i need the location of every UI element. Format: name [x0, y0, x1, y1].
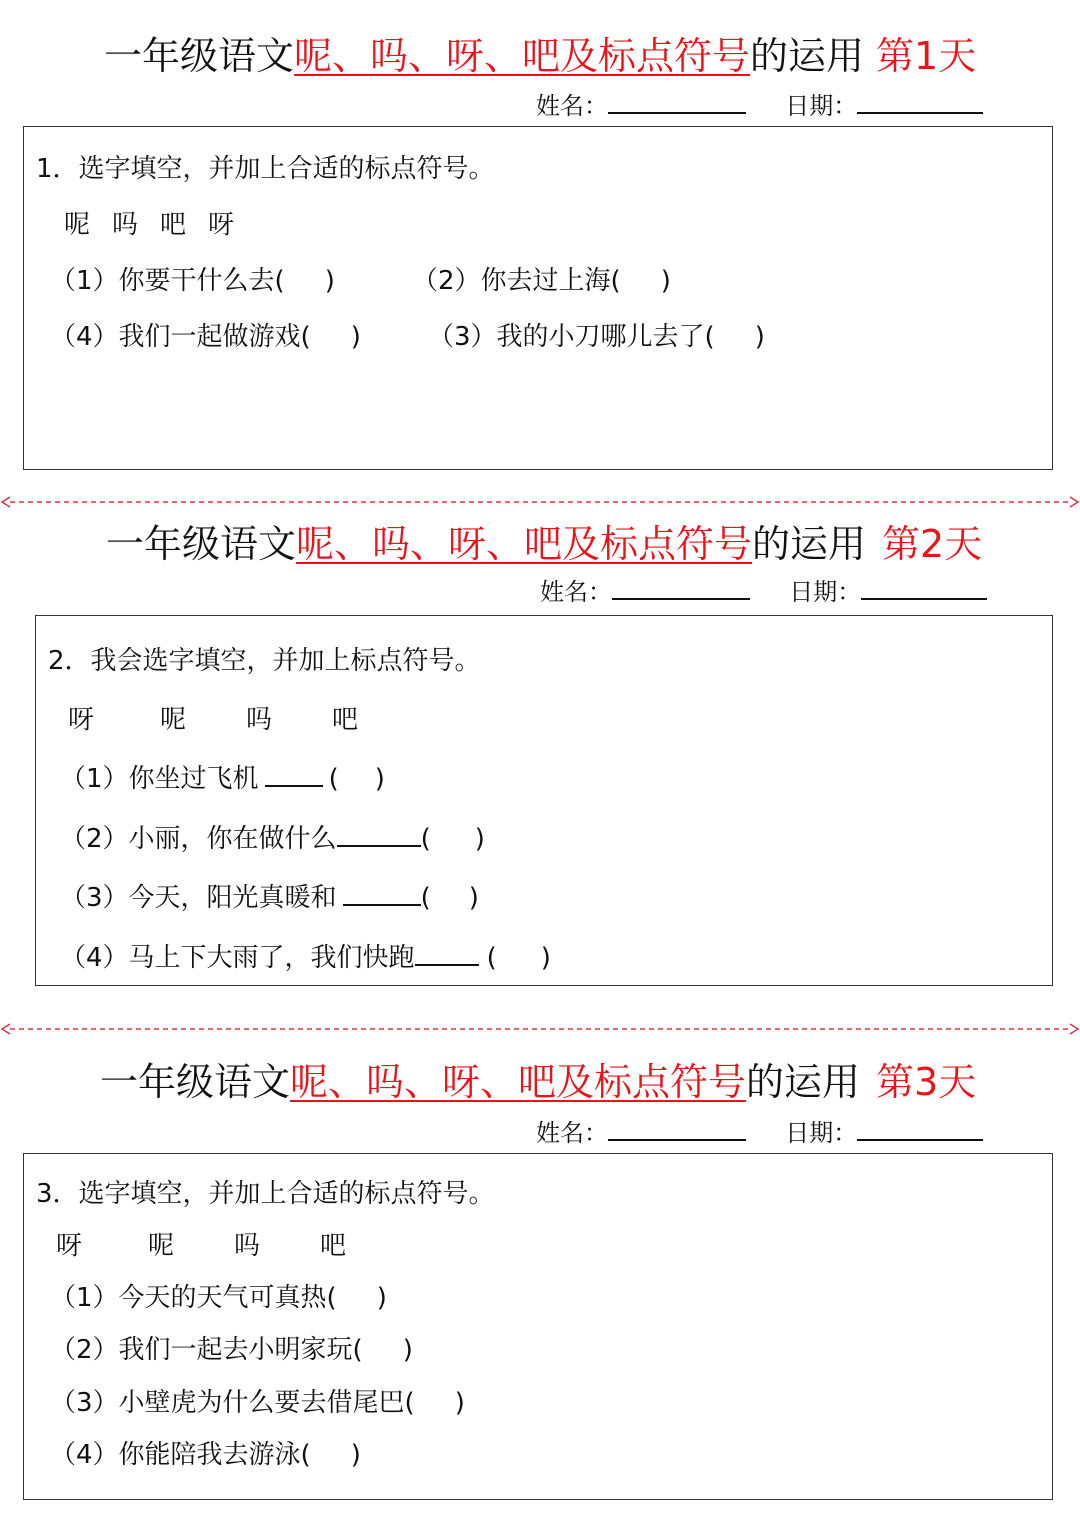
- name-field[interactable]: [608, 1117, 746, 1141]
- section-1-title: [104, 32, 1080, 80]
- option: 呀: [68, 705, 95, 735]
- item-open: (: [328, 764, 339, 794]
- option: 吗: [246, 705, 273, 735]
- item: [60, 822, 485, 856]
- item-close: ): [660, 266, 671, 296]
- item-number: （2）: [412, 266, 481, 296]
- item: [428, 320, 765, 354]
- title-suffix: 的运用: [750, 34, 865, 78]
- option: 吗: [112, 210, 139, 240]
- options-3: [56, 1229, 346, 1263]
- date-label: 日期：: [785, 1119, 858, 1147]
- item-close: ): [468, 883, 479, 913]
- item-number: （1）: [50, 266, 119, 296]
- item-number: （2）: [60, 824, 129, 854]
- item-number: （3）: [50, 1388, 119, 1418]
- name-field[interactable]: [608, 90, 746, 114]
- section-2-meta: [540, 576, 987, 607]
- option: 呀: [208, 210, 235, 240]
- item-open: (: [420, 824, 431, 854]
- item-close: ): [324, 266, 335, 296]
- item-text: 我的小刀哪儿去了(: [496, 322, 715, 352]
- item-close: ): [754, 322, 765, 352]
- title-day: 第3天: [876, 1060, 977, 1104]
- item-text: 马上下大雨了，我们快跑: [128, 943, 415, 973]
- title-highlight: 呢、吗、呀、吧及标点符号: [294, 34, 751, 78]
- section-3-meta: [536, 1117, 983, 1148]
- item-text: 你坐过飞机: [128, 764, 259, 794]
- item-close: ): [402, 1335, 413, 1365]
- item-number: （4）: [50, 1440, 119, 1470]
- item-close: ): [374, 764, 385, 794]
- section-3-title: [100, 1058, 1080, 1106]
- option: 呀: [56, 1231, 83, 1261]
- option: 吗: [234, 1231, 261, 1261]
- cut-line-divider: [0, 496, 1080, 508]
- item-number: （4）: [50, 322, 119, 352]
- option: 呢: [160, 705, 187, 735]
- item-text: 我们一起去小明家玩(: [118, 1335, 363, 1365]
- name-label: 姓名：: [540, 578, 612, 606]
- item-text: 我们一起做游戏(: [118, 322, 311, 352]
- item-number: （4）: [60, 943, 129, 973]
- item: [50, 1333, 413, 1367]
- item-text: 今天，阳光真暖和: [128, 883, 337, 913]
- title-prefix: 一年级语文: [104, 34, 295, 78]
- question-3: 3．选字填空，并加上合适的标点符号。: [36, 1179, 495, 1209]
- item-number: （3）: [60, 883, 129, 913]
- item-close: ): [454, 1388, 465, 1418]
- item: [50, 264, 335, 298]
- item: [50, 1438, 361, 1472]
- item-close: ): [376, 1283, 387, 1313]
- item: [60, 881, 479, 915]
- item-text: 小壁虎为什么要去借尾巴(: [118, 1388, 415, 1418]
- item-text: 今天的天气可真热(: [118, 1283, 337, 1313]
- title-suffix: 的运用: [746, 1060, 861, 1104]
- name-label: 姓名：: [536, 1119, 608, 1147]
- item: [50, 320, 361, 354]
- question-1: 1．选字填空，并加上合适的标点符号。: [36, 154, 495, 184]
- name-field[interactable]: [612, 576, 750, 600]
- item-number: （1）: [50, 1283, 119, 1313]
- title-day: 第1天: [876, 34, 977, 78]
- answer-blank[interactable]: [415, 942, 479, 966]
- question-2: 2．我会选字填空，并加上标点符号。: [48, 646, 481, 676]
- option: 呢: [64, 210, 91, 240]
- name-label: 姓名：: [536, 92, 608, 120]
- item-close: ): [474, 824, 485, 854]
- date-label: 日期：: [789, 578, 862, 606]
- date-field[interactable]: [861, 576, 987, 600]
- item-number: （3）: [428, 322, 497, 352]
- date-field[interactable]: [857, 1117, 983, 1141]
- item-text: 小丽，你在做什么: [128, 824, 337, 854]
- date-label: 日期：: [785, 92, 858, 120]
- item: [412, 264, 671, 298]
- item-text: 你能陪我去游泳(: [118, 1440, 311, 1470]
- title-prefix: 一年级语文: [100, 1060, 291, 1104]
- date-field[interactable]: [857, 90, 983, 114]
- section-2-title: [106, 520, 1080, 568]
- option: 呢: [148, 1231, 175, 1261]
- answer-blank[interactable]: [343, 882, 421, 906]
- item-open: (: [420, 883, 431, 913]
- title-highlight: 呢、吗、呀、吧及标点符号: [296, 522, 753, 566]
- item: [60, 941, 551, 975]
- title-suffix: 的运用: [752, 522, 867, 566]
- options-1: [64, 208, 234, 242]
- item-close: ): [350, 322, 361, 352]
- item: [50, 1281, 387, 1315]
- item-number: （2）: [50, 1335, 119, 1365]
- item-text: 你去过上海(: [480, 266, 621, 296]
- item-close: ): [350, 1440, 361, 1470]
- option: 吧: [160, 210, 187, 240]
- title-highlight: 呢、吗、呀、吧及标点符号: [290, 1060, 747, 1104]
- item: [60, 762, 385, 796]
- title-day: 第2天: [882, 522, 983, 566]
- item-number: （1）: [60, 764, 129, 794]
- title-prefix: 一年级语文: [106, 522, 297, 566]
- cut-line-divider: [0, 1023, 1080, 1035]
- item-text: 你要干什么去(: [118, 266, 285, 296]
- answer-blank[interactable]: [337, 823, 421, 847]
- item-close: ): [540, 943, 551, 973]
- option: 吧: [320, 1231, 347, 1261]
- item-open: (: [486, 943, 497, 973]
- item: [50, 1386, 465, 1420]
- section-1-meta: [536, 90, 983, 121]
- answer-blank[interactable]: [265, 763, 323, 787]
- options-2: [68, 703, 358, 737]
- option: 吧: [332, 705, 359, 735]
